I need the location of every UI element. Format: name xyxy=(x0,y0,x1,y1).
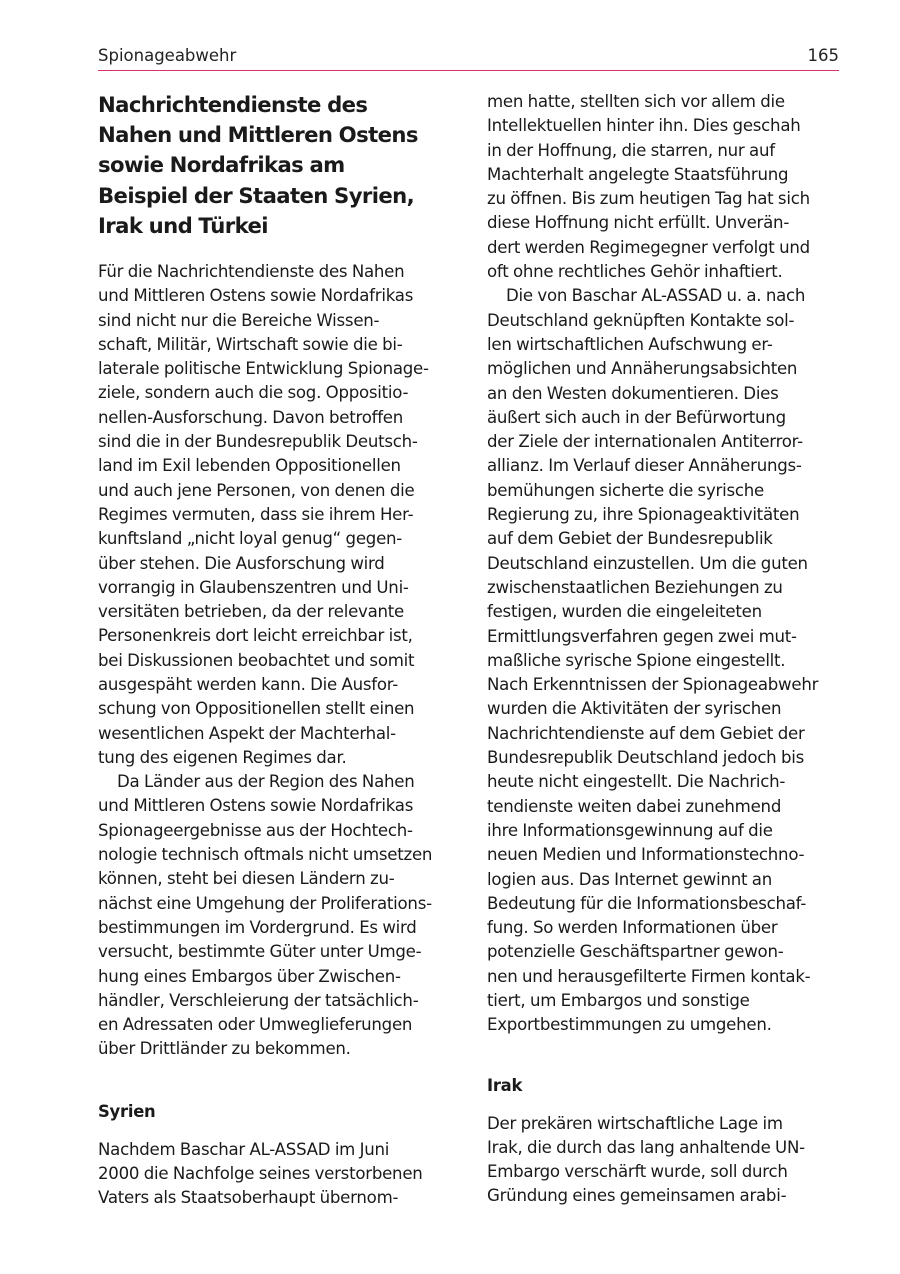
text-line: Regierung zu, ihre Spionageaktivitäten xyxy=(487,505,800,525)
text-line: in der Hoffnung, die starren, nur auf xyxy=(487,140,775,160)
text-line: nologie technisch oftmals nicht umsetzen xyxy=(98,845,433,865)
text-line: oft ohne rechtliches Gehör inhaftiert. xyxy=(487,262,783,282)
text-line: dert werden Regimegegner verfolgt und xyxy=(487,237,810,257)
text-line: men hatte, stellten sich vor allem die xyxy=(487,92,785,111)
text-line: ziele, sondern auch die sog. Oppositio- xyxy=(98,383,409,403)
syrien-paragraph xyxy=(98,1138,454,1211)
section-heading-irak: Irak xyxy=(487,1075,523,1095)
text-line: über stehen. Die Ausforschung wird xyxy=(98,553,385,573)
text-line: Deutschland geknüpften Kontakte sol- xyxy=(487,310,795,330)
text-line: ausgespäht werden kann. Die Ausfor- xyxy=(98,674,399,694)
text-line: Nachrichtendienste auf dem Gebiet der xyxy=(487,723,805,743)
text-line: Nachdem Baschar AL-ASSAD im Juni xyxy=(98,1139,390,1159)
text-line: Vaters als Staatsoberhaupt übernom- xyxy=(98,1188,399,1208)
text-line: versitäten betrieben, da der relevante xyxy=(98,602,405,622)
syrien-continued-paragraph xyxy=(487,90,847,284)
text-line: logien aus. Das Internet gewinnt an xyxy=(487,869,772,889)
text-line: möglichen und Annäherungsabsichten xyxy=(487,359,798,379)
text-line: len wirtschaftlichen Aufschwung er- xyxy=(487,334,773,354)
text-line: können, steht bei diesen Ländern zu- xyxy=(98,869,395,889)
text-line: Ermittlungsverfahren gegen zwei mut- xyxy=(487,626,797,646)
text-line: Personenkreis dort leicht erreichbar ist, xyxy=(98,626,413,646)
proliferation-paragraph xyxy=(98,770,454,1062)
text-line: festigen, wurden die eingeleiteten xyxy=(487,602,762,622)
text-line: diese Hoffnung nicht erfüllt. Unverän- xyxy=(487,213,790,233)
text-line: vorrangig in Glaubenszentren und Uni- xyxy=(98,577,409,597)
text-line: auf dem Gebiet der Bundesrepublik xyxy=(487,529,773,549)
page-header xyxy=(98,44,839,71)
text-line: und Mittleren Ostens sowie Nordafrikas xyxy=(98,286,414,306)
text-line: und auch jene Personen, von denen die xyxy=(98,480,415,500)
text-line: Deutschland einzustellen. Um die guten xyxy=(487,553,808,573)
text-line: allianz. Im Verlauf dieser Annäherungs- xyxy=(487,456,802,476)
text-line: Bedeutung für die Informationsbeschaf- xyxy=(487,893,807,913)
text-line: Da Länder aus der Region des Nahen xyxy=(117,772,415,792)
text-line: Exportbestimmungen zu umgehen. xyxy=(487,1015,772,1035)
text-line: en Adressaten oder Umweglieferungen xyxy=(98,1015,413,1035)
text-line: wurden die Aktivitäten der syrischen xyxy=(487,699,782,719)
irak-paragraph xyxy=(487,1112,847,1209)
text-line: Spionageergebnisse aus der Hochtech- xyxy=(98,820,413,840)
text-line: Machterhalt angelegte Staatsführung xyxy=(487,164,789,184)
text-line: hung eines Embargos über Zwischen- xyxy=(98,966,401,986)
title-line: Irak und Türkei xyxy=(98,212,268,238)
page-number: 165 xyxy=(807,46,839,65)
text-line: 2000 die Nachfolge seines verstorbenen xyxy=(98,1164,423,1184)
text-line: bestimmungen im Vordergrund. Es wird xyxy=(98,917,417,937)
intro-paragraph xyxy=(98,260,454,770)
text-line: sind die in der Bundesrepublik Deutsch- xyxy=(98,432,418,452)
text-line: bei Diskussionen beobachtet und somit xyxy=(98,650,415,670)
text-line: heute nicht eingestellt. Die Nachrich- xyxy=(487,772,786,792)
text-line: schaft, Militär, Wirtschaft sowie die bi- xyxy=(98,334,403,354)
text-line: zu öffnen. Bis zum heutigen Tag hat sich xyxy=(487,189,810,209)
text-line: potenzielle Geschäftspartner gewon- xyxy=(487,942,784,962)
text-line: bemühungen sicherte die syrische xyxy=(487,480,764,500)
text-line: tiert, um Embargos und sonstige xyxy=(487,990,750,1010)
text-line: der Ziele der internationalen Antiterror- xyxy=(487,432,803,452)
text-line: Embargo verschärft wurde, soll durch xyxy=(487,1162,788,1182)
text-line: über Drittländer zu bekommen. xyxy=(98,1039,351,1059)
text-line: Für die Nachrichtendienste des Nahen xyxy=(98,261,405,281)
text-line: versucht, bestimmte Güter unter Umge- xyxy=(98,942,422,962)
title-line: Nahen und Mittleren Ostens xyxy=(98,122,418,148)
running-title: Spionageabwehr xyxy=(98,46,237,65)
text-line: neuen Medien und Informationstechno- xyxy=(487,845,805,865)
text-line: tendienste weiten dabei zunehmend xyxy=(487,796,782,816)
text-line: schung von Oppositionellen stellt einen xyxy=(98,699,415,719)
text-line: Die von Baschar AL-ASSAD u. a. nach xyxy=(506,286,806,306)
text-line: händler, Verschleierung der tatsächlich- xyxy=(98,990,419,1010)
left-column xyxy=(98,90,454,1211)
text-line: nen und herausgefilterte Firmen kontak- xyxy=(487,966,811,986)
text-line: zwischenstaatlichen Beziehungen zu xyxy=(487,577,783,597)
article-title xyxy=(98,90,454,241)
text-line: land im Exil lebenden Oppositionellen xyxy=(98,456,401,476)
text-line: nächst eine Umgehung der Proliferations- xyxy=(98,893,432,913)
text-line: wesentlichen Aspekt der Machterhal- xyxy=(98,723,396,743)
title-line: sowie Nordafrikas am xyxy=(98,152,345,178)
title-line: Beispiel der Staaten Syrien, xyxy=(98,182,415,208)
text-line: Regimes vermuten, dass sie ihrem Her- xyxy=(98,504,414,524)
text-line: Irak, die durch das lang anhaltende UN- xyxy=(487,1137,805,1157)
text-line: kunftsland „nicht loyal genug“ gegen- xyxy=(98,529,403,549)
text-line: fung. So werden Informationen über xyxy=(487,918,778,938)
text-line: Intellektuellen hinter ihn. Dies geschah xyxy=(487,116,801,136)
text-line: an den Westen dokumentieren. Dies xyxy=(487,383,779,403)
text-line: sind nicht nur die Bereiche Wissen- xyxy=(98,310,380,330)
text-line: Der prekären wirtschaftliche Lage im xyxy=(487,1113,783,1133)
section-heading-syrien: Syrien xyxy=(98,1101,156,1121)
text-line: Gründung eines gemeinsamen arabi- xyxy=(487,1186,787,1206)
text-line: und Mittleren Ostens sowie Nordafrikas xyxy=(98,796,414,816)
text-line: tung des eigenen Regimes dar. xyxy=(98,747,347,767)
text-line: äußert sich auch in der Befürwortung xyxy=(487,407,786,427)
text-line: maßliche syrische Spione eingestellt. xyxy=(487,650,786,670)
right-column xyxy=(487,90,847,1209)
text-line: nellen-Ausforschung. Davon betroffen xyxy=(98,407,404,427)
text-line: Nach Erkenntnissen der Spionageabwehr xyxy=(487,675,819,695)
text-line: ihre Informationsgewinnung auf die xyxy=(487,820,773,840)
text-line: laterale politische Entwicklung Spionage- xyxy=(98,359,429,379)
contacts-paragraph xyxy=(487,284,847,1037)
title-line: Nachrichtendienste des xyxy=(98,92,368,117)
text-line: Bundesrepublik Deutschland jedoch bis xyxy=(487,748,805,768)
